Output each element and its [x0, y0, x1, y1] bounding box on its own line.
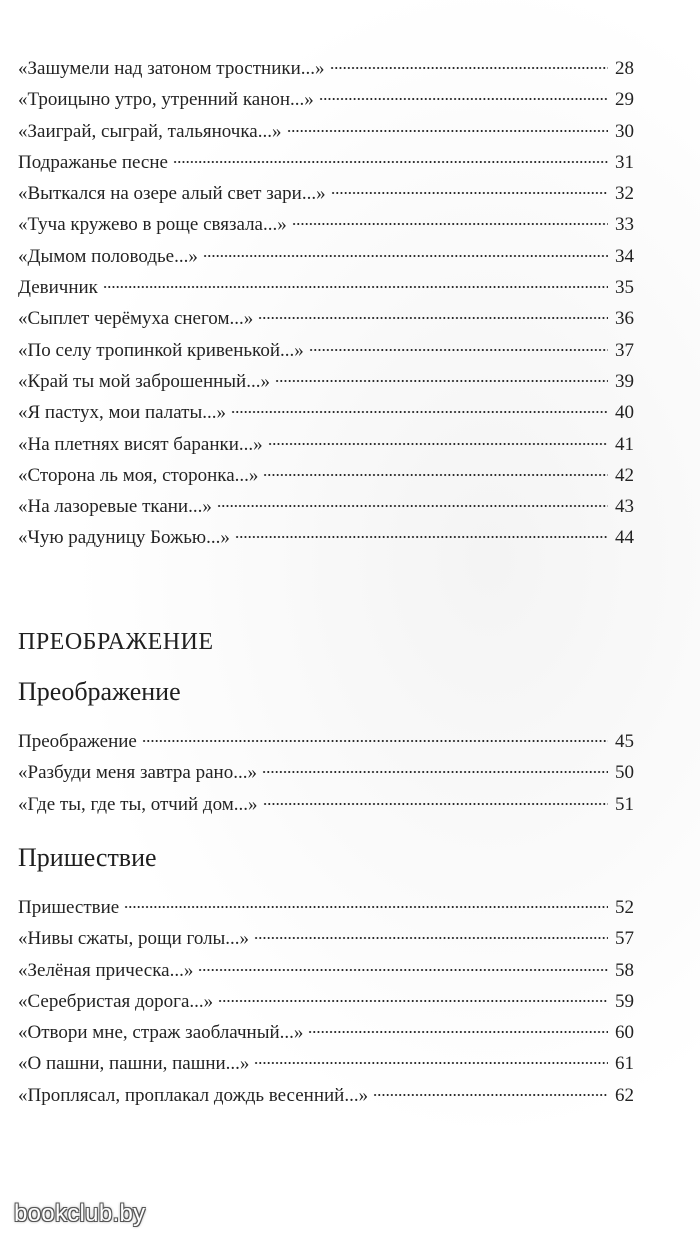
entry-page-number: 35: [615, 277, 634, 299]
dot-leader: [268, 443, 608, 445]
entry-page-number: 39: [615, 370, 634, 392]
entry-title: «Я пастух, мои палаты...»: [18, 402, 226, 424]
toc-section-poems: [18, 53, 634, 554]
dot-leader: [287, 130, 609, 132]
entry-page-number: 30: [615, 120, 634, 142]
toc-section-prishestvie: [18, 892, 634, 1111]
dot-leader: [258, 317, 608, 319]
entry-title: «На плетнях висят баранки...»: [18, 433, 263, 455]
dot-leader: [254, 937, 608, 939]
toc-entry: [18, 147, 634, 178]
entry-title: Подражанье песне: [18, 151, 168, 173]
entry-title: «На лазоревые ткани...»: [18, 496, 212, 518]
toc-entry: [18, 53, 634, 84]
toc-entry: [18, 1017, 634, 1048]
toc-entry: [18, 429, 634, 460]
entry-title: «Заиграй, сыграй, тальяночка...»: [18, 120, 282, 142]
entry-title: «Серебристая дорога...»: [18, 990, 214, 1012]
entry-page-number: 61: [615, 1053, 634, 1075]
entry-title: «Где ты, где ты, отчий дом...»: [18, 793, 258, 815]
dot-leader: [331, 192, 608, 194]
entry-page-number: 42: [615, 464, 634, 486]
entry-page-number: 32: [615, 183, 634, 205]
toc-entry: [18, 116, 634, 147]
dot-leader: [263, 474, 608, 476]
dot-leader: [203, 255, 608, 257]
toc-entry: [18, 272, 634, 303]
entry-page-number: 33: [615, 214, 634, 236]
entry-title: Девичник: [18, 277, 98, 299]
dot-leader: [319, 98, 608, 100]
dot-leader: [373, 1094, 608, 1096]
entry-page-number: 51: [615, 793, 634, 815]
chapter-heading: Преображение: [18, 677, 181, 706]
entry-title: «Сыплет черёмуха снегом...»: [18, 308, 254, 330]
entry-title: «Зелёная прическа...»: [18, 959, 194, 981]
entry-page-number: 59: [615, 990, 634, 1012]
entry-title: «Проплясал, проплакал дождь весенний...»: [18, 1084, 369, 1106]
entry-page-number: 36: [615, 308, 634, 330]
dot-leader: [103, 286, 608, 288]
entry-page-number: 62: [615, 1084, 634, 1106]
dot-leader: [309, 349, 608, 351]
toc-entry: [18, 789, 634, 820]
dot-leader: [235, 536, 608, 538]
entry-title: «Сторона ль моя, сторонка...»: [18, 464, 259, 486]
entry-page-number: 58: [615, 959, 634, 981]
dot-leader: [330, 67, 608, 69]
toc-entry: [18, 757, 634, 788]
entry-page-number: 40: [615, 402, 634, 424]
toc-entry: [18, 955, 634, 986]
entry-title: «Выткался на озере алый свет зари...»: [18, 183, 326, 205]
toc-entry: [18, 1080, 634, 1111]
entry-title: «Туча кружево в роще связала...»: [18, 214, 287, 236]
toc-entry: [18, 892, 634, 923]
dot-leader: [218, 1000, 608, 1002]
toc-entry: [18, 241, 634, 272]
entry-page-number: 44: [615, 527, 634, 549]
entry-title: «Край ты мой заброшенный...»: [18, 370, 270, 392]
toc-entry: [18, 986, 634, 1017]
dot-leader: [124, 906, 608, 908]
dot-leader: [142, 740, 608, 742]
dot-leader: [263, 803, 608, 805]
entry-page-number: 34: [615, 245, 634, 267]
toc-entry: [18, 491, 634, 522]
entry-page-number: 50: [615, 762, 634, 784]
entry-page-number: 60: [615, 1022, 634, 1044]
dot-leader: [275, 380, 608, 382]
entry-title: «Троицыно утро, утренний канон...»: [18, 89, 314, 111]
toc-entry: [18, 335, 634, 366]
toc-entry: [18, 84, 634, 115]
entry-title: «О пашни, пашни, пашни...»: [18, 1053, 250, 1075]
dot-leader: [262, 771, 608, 773]
part-heading: ПРЕОБРАЖЕНИЕ: [18, 629, 214, 655]
site-watermark: bookclub.by: [14, 1200, 146, 1227]
toc-entry: [18, 460, 634, 491]
entry-title: «Отвори мне, страж заоблачный...»: [18, 1022, 304, 1044]
dot-leader: [292, 223, 608, 225]
toc-entry: [18, 303, 634, 334]
entry-title: «Дымом половодье...»: [18, 245, 198, 267]
entry-title: «Зашумели над затоном тростники...»: [18, 58, 325, 79]
entry-title: Преображение: [18, 731, 137, 752]
toc-entry: [18, 923, 634, 954]
entry-page-number: 31: [615, 151, 634, 173]
dot-leader: [254, 1062, 608, 1064]
toc-entry: [18, 178, 634, 209]
toc-entry: [18, 1048, 634, 1079]
entry-page-number: 28: [615, 58, 634, 79]
toc-entry: [18, 397, 634, 428]
entry-page-number: 45: [615, 731, 634, 752]
dot-leader: [231, 411, 608, 413]
entry-title: «Нивы сжаты, рощи голы...»: [18, 928, 250, 950]
toc-section-preobrazhenie: [18, 726, 634, 820]
toc-entry: [18, 522, 634, 553]
entry-page-number: 43: [615, 496, 634, 518]
toc-entry: [18, 726, 634, 757]
entry-page-number: 29: [615, 89, 634, 111]
entry-page-number: 41: [615, 433, 634, 455]
dot-leader: [308, 1031, 608, 1033]
entry-title: Пришествие: [18, 897, 120, 918]
entry-page-number: 37: [615, 339, 634, 361]
dot-leader: [198, 969, 608, 971]
dot-leader: [173, 161, 608, 163]
entry-title: «Разбуди меня завтра рано...»: [18, 762, 257, 784]
entry-title: «Чую радуницу Божью...»: [18, 527, 230, 549]
entry-page-number: 57: [615, 928, 634, 950]
entry-title: «По селу тропинкой кривенькой...»: [18, 339, 304, 361]
toc-entry: [18, 366, 634, 397]
toc-entry: [18, 209, 634, 240]
dot-leader: [217, 505, 608, 507]
chapter-heading: Пришествие: [18, 843, 157, 872]
entry-page-number: 52: [615, 897, 634, 918]
